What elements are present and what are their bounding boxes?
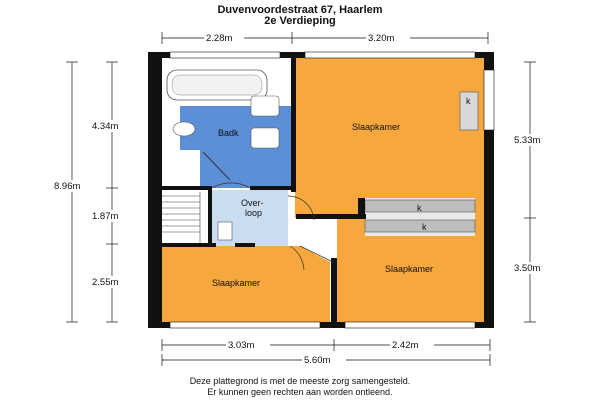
landing-label-line1: Over- (241, 198, 264, 208)
bathroom-corner (160, 150, 200, 188)
bedroom-top-label: Slaapkamer (352, 122, 401, 132)
toilet (173, 122, 195, 136)
sink-middle (251, 128, 279, 148)
disclaimer-line2: Er kunnen geen rechten aan worden ontleend. (207, 387, 393, 397)
floor-title: 2e Verdieping (264, 15, 336, 27)
cupboard-label-upper: k (417, 203, 422, 213)
dim-left-middle: 1.87m (92, 211, 119, 222)
dim-bottom-right: 2.42m (392, 340, 419, 351)
bathroom-label: Badk (218, 128, 239, 138)
dim-right-upper: 5.33m (514, 135, 541, 146)
dim-left-lower: 2.55m (92, 277, 119, 288)
dim-bottom-left: 3.03m (228, 340, 255, 351)
landing-washbasin (218, 222, 232, 240)
dim-top-left: 2.28m (206, 33, 233, 44)
stairwell-fill (160, 190, 212, 246)
cupboard-label-side: k (466, 96, 471, 106)
address-title: Duvenvoordestraat 67, Haarlem (217, 4, 383, 16)
dim-top-right: 3.20m (368, 33, 395, 44)
sink-top (251, 96, 279, 116)
cupboard-label-lower: k (422, 222, 427, 232)
cupboard-bar-lower (365, 220, 475, 232)
dim-right-lower: 3.50m (514, 263, 541, 274)
bedroom-bottom-right-label: Slaapkamer (385, 264, 434, 274)
bathtub-inner (172, 75, 262, 95)
bedroom-top-fill (295, 58, 485, 218)
landing-label-line2: loop (245, 208, 263, 218)
dim-left-total: 8.96m (54, 181, 81, 192)
dim-left-upper: 4.34m (92, 121, 119, 132)
dim-bottom-total: 5.60m (304, 355, 331, 366)
bedroom-bottom-left-label: Slaapkamer (212, 278, 261, 288)
disclaimer-line1: Deze plattegrond is met de meeste zorg samengesteld. (189, 376, 411, 386)
